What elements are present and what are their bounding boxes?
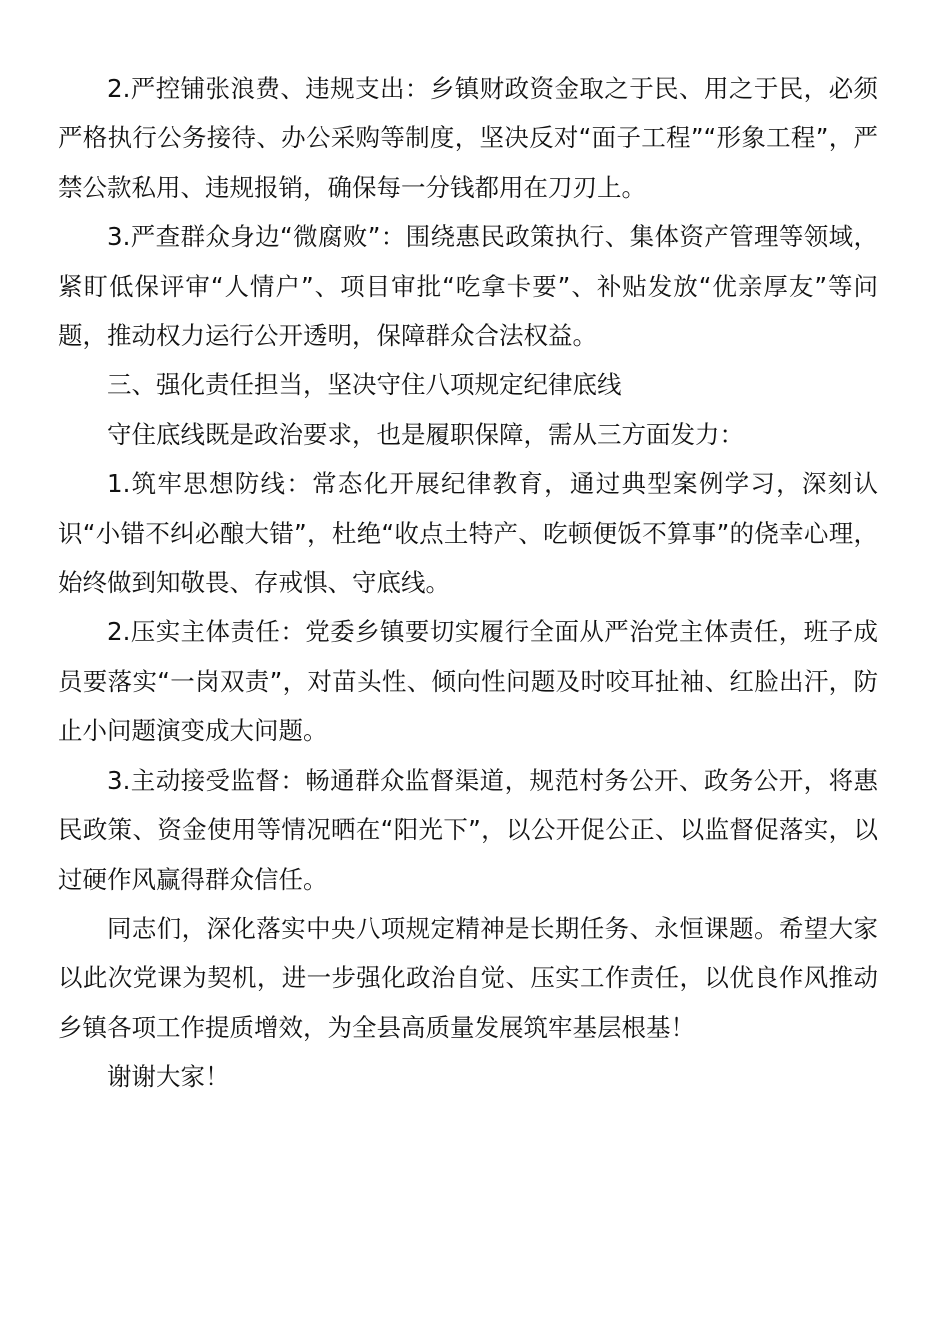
section-intro: 守住底线既是政治要求，也是履职保障，需从三方面发力：	[107, 419, 744, 449]
section-heading-3: 三、强化责任担当，坚决守住八项规定纪律底线	[107, 370, 622, 400]
paragraph-item-2-responsibility: 2.压实主体责任：党委乡镇要切实履行全面从严治党主体责任，班子成员要落实“一岗双责”，对苗头性、倾向性问题及时咬耳扯袖、红脸出汗，防止小问题演变成大问题。	[58, 617, 878, 746]
paragraph-item-3-micro-corruption: 3.严查群众身边“微腐败”：围绕惠民政策执行、集体资产管理等领域，紧盯低保评审“人情户”、项目审批“吃拿卡要”、补贴发放“优亲厚友”等问题，推动权力运行公开透明，保障群众合法权益。	[58, 222, 878, 351]
document-page	[58, 64, 878, 1102]
paragraph-item-1-ideology: 1.筑牢思想防线：常态化开展纪律教育，通过典型案例学习，深刻认识“小错不纠必酿大错”，杜绝“收点土特产、吃顿便饭不算事”的侥幸心理，始终做到知敬畏、存戒惧、守底线。	[58, 469, 878, 598]
closing-paragraph: 同志们，深化落实中央八项规定精神是长期任务、永恒课题。希望大家以此次党课为契机，进一步强化政治自觉、压实工作责任，以优良作风推动乡镇各项工作提质增效，为全县高质量发展筑牢基层根基！	[58, 913, 878, 1042]
thanks-line: 谢谢大家！	[107, 1062, 230, 1092]
paragraph-item-3-supervision: 3.主动接受监督：畅通群众监督渠道，规范村务公开、政务公开，将惠民政策、资金使用等情况晒在“阳光下”，以公开促公正、以监督促落实，以过硬作风赢得群众信任。	[58, 765, 878, 894]
paragraph-item-2-spending: 2.严控铺张浪费、违规支出：乡镇财政资金取之于民、用之于民，必须严格执行公务接待、办公采购等制度，坚决反对“面子工程”“形象工程”，严禁公款私用、违规报销，确保每一分钱都用在刀刃上。	[58, 74, 878, 202]
